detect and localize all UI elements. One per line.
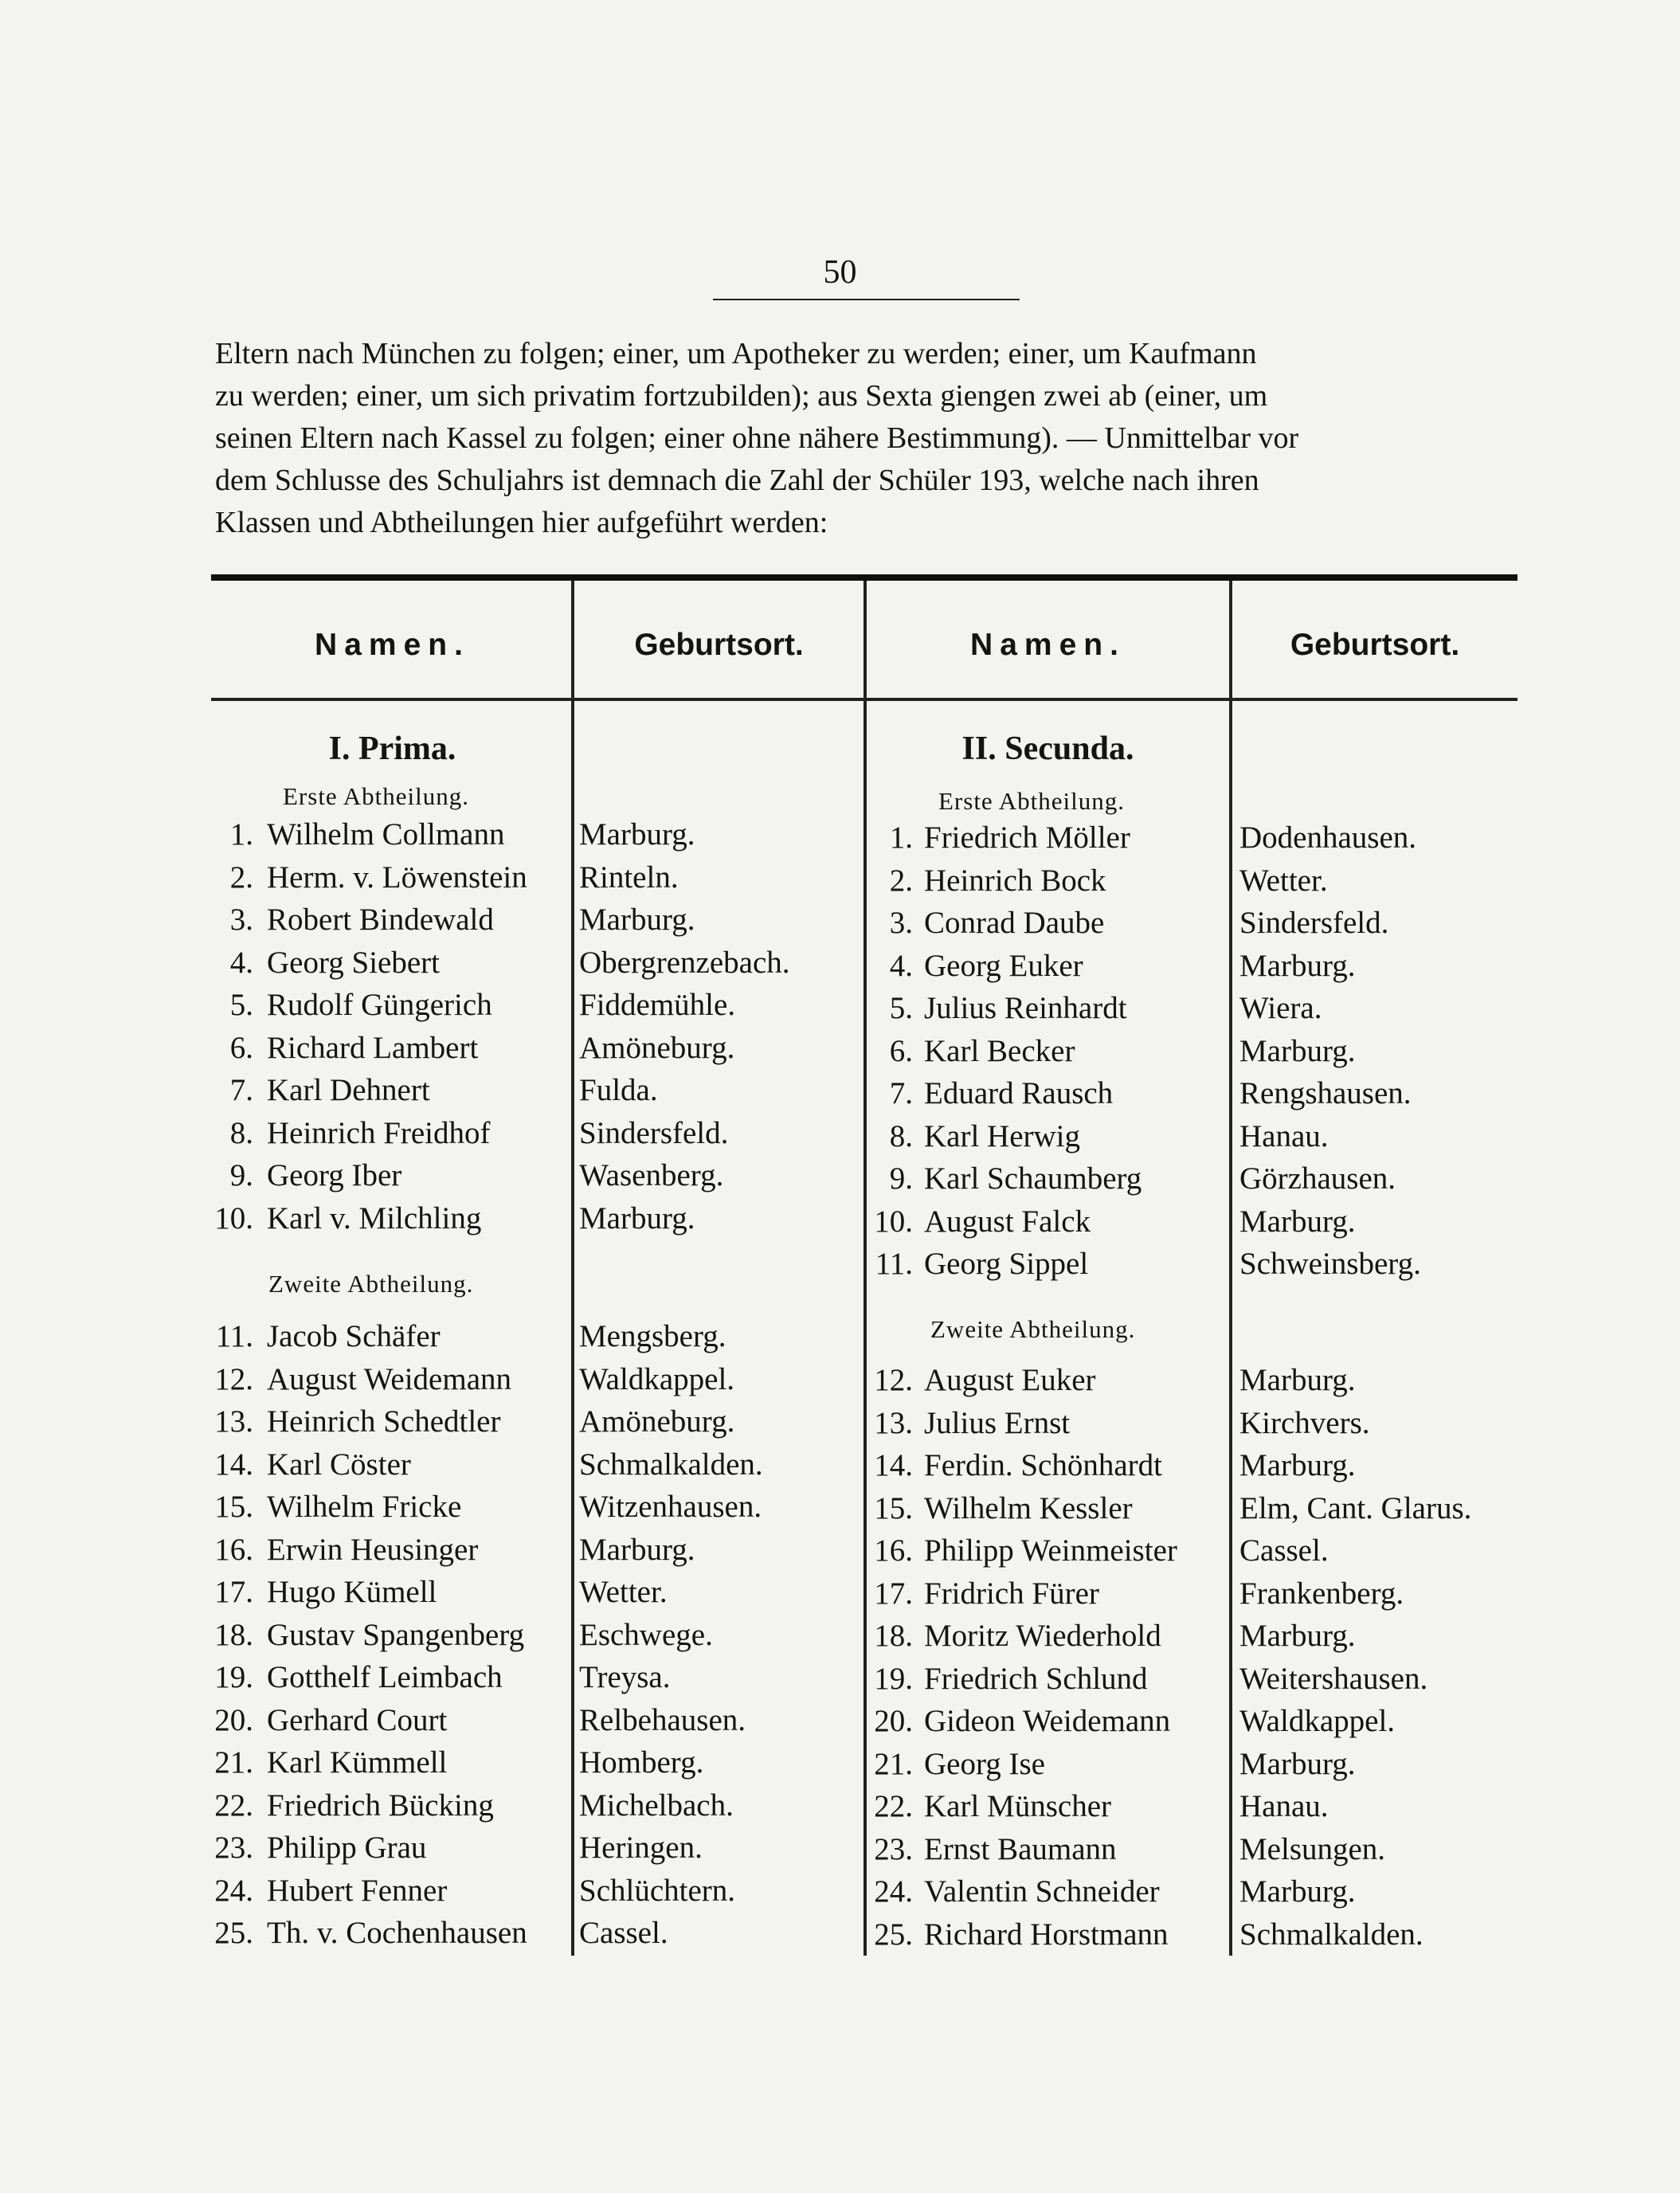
student-name: Friedrich Bücking <box>267 1788 494 1823</box>
student-name: Karl Schaumberg <box>924 1161 1142 1196</box>
student-number: 16. <box>214 1532 253 1567</box>
student-number: 18. <box>214 1617 253 1652</box>
student-birthplace: Marburg. <box>1239 1448 1356 1482</box>
student-birthplace: Witzenhausen. <box>579 1490 762 1524</box>
student-birthplace: Marburg. <box>579 817 695 852</box>
column-divider <box>571 581 574 1956</box>
student-birthplace: Obergrenzebach. <box>579 945 790 980</box>
student-birthplace: Waldkappel. <box>579 1361 735 1396</box>
student-birthplace: Schlüchtern. <box>579 1873 736 1908</box>
student-name: Georg Sippel <box>924 1247 1089 1281</box>
student-name: Hubert Fenner <box>267 1873 448 1908</box>
student-number: 14. <box>214 1447 253 1482</box>
student-name: Georg Siebert <box>267 945 440 980</box>
student-number: 10. <box>214 1200 253 1236</box>
student-number: 5. <box>889 991 913 1025</box>
student-number: 22. <box>214 1788 253 1823</box>
student-name: Robert Bindewald <box>267 903 494 937</box>
student-birthplace: Wasenberg. <box>579 1158 724 1192</box>
intro-line: zu werden; einer, um sich privatim fortzubilden); aus Sexta giengen zwei ab (einer, um <box>215 379 1268 413</box>
student-number: 2. <box>229 860 253 895</box>
student-number: 18. <box>874 1619 913 1653</box>
student-number: 8. <box>889 1118 913 1153</box>
student-name: Georg Ise <box>924 1746 1045 1781</box>
page-number-rule <box>713 299 1020 300</box>
student-number: 15. <box>214 1490 253 1524</box>
student-name: Wilhelm Collmann <box>267 817 505 852</box>
student-number: 21. <box>874 1746 913 1781</box>
student-name: Moritz Wiederhold <box>924 1619 1161 1653</box>
student-birthplace: Fulda. <box>579 1073 658 1107</box>
student-name: Hugo Kümell <box>267 1575 437 1609</box>
student-number: 10. <box>874 1204 913 1239</box>
student-birthplace: Schweinsberg. <box>1239 1247 1421 1281</box>
student-number: 16. <box>874 1533 913 1568</box>
student-birthplace: Wetter. <box>1239 863 1328 898</box>
student-birthplace: Marburg. <box>1239 1033 1356 1068</box>
student-birthplace: Marburg. <box>1239 1204 1356 1239</box>
student-birthplace: Treysa. <box>579 1660 671 1694</box>
intro-line: Klassen und Abtheilungen hier aufgeführt werden: <box>215 506 828 539</box>
student-name: Richard Lambert <box>267 1030 479 1065</box>
student-name: Friedrich Schlund <box>924 1661 1148 1696</box>
student-number: 9. <box>229 1158 253 1192</box>
student-birthplace: Schmalkalden. <box>1239 1917 1423 1952</box>
page-number: 50 <box>823 254 857 291</box>
table-row <box>0 1315 726 1357</box>
student-name: Julius Reinhardt <box>924 991 1127 1025</box>
student-birthplace: Weitershausen. <box>1239 1661 1428 1696</box>
student-birthplace: Marburg. <box>579 1200 695 1236</box>
intro-line: dem Schlusse des Schuljahrs ist demnach die Zahl der Schüler 193, welche nach ihren <box>215 464 1259 497</box>
student-birthplace: Marburg. <box>1239 1619 1356 1653</box>
student-number: 12. <box>214 1361 253 1396</box>
student-birthplace: Eschwege. <box>579 1617 713 1652</box>
student-name: Conrad Daube <box>924 906 1105 940</box>
student-name: Wilhelm Kessler <box>924 1490 1133 1525</box>
student-birthplace: Amöneburg. <box>579 1030 735 1065</box>
student-birthplace: Cassel. <box>579 1916 668 1950</box>
student-birthplace: Hanau. <box>1239 1789 1329 1823</box>
student-number: 24. <box>214 1873 253 1908</box>
student-number: 7. <box>889 1076 913 1110</box>
student-name: Gideon Weidemann <box>924 1704 1171 1738</box>
student-name: Richard Horstmann <box>924 1917 1169 1952</box>
intro-line: seinen Eltern nach Kassel zu folgen; einer ohne nähere Bestimmung). — Unmittelbar vor <box>215 421 1299 455</box>
student-number: 1. <box>229 817 253 852</box>
column-divider <box>863 581 867 1956</box>
student-number: 23. <box>874 1831 913 1866</box>
student-name: Karl Münscher <box>924 1789 1112 1823</box>
student-birthplace: Waldkappel. <box>1239 1704 1396 1738</box>
header-names-left: Namen. <box>315 628 470 662</box>
student-name: Karl Dehnert <box>267 1073 430 1107</box>
student-name: Gustav Spangenberg <box>267 1617 525 1652</box>
student-name: Philipp Grau <box>267 1831 427 1865</box>
student-name: Jacob Schäfer <box>267 1319 441 1353</box>
student-birthplace: Rengshausen. <box>1239 1076 1412 1110</box>
student-name: Karl Becker <box>924 1033 1075 1068</box>
student-birthplace: Schmalkalden. <box>579 1447 763 1482</box>
student-birthplace: Görzhausen. <box>1239 1161 1396 1196</box>
student-name: August Falck <box>924 1204 1091 1239</box>
student-name: August Weidemann <box>267 1361 512 1396</box>
student-birthplace: Amöneburg. <box>579 1404 735 1439</box>
student-name: Philipp Weinmeister <box>924 1533 1177 1568</box>
student-name: Gerhard Court <box>267 1702 448 1737</box>
student-name: August Euker <box>924 1363 1096 1397</box>
student-name: Georg Euker <box>924 948 1083 983</box>
student-name: Julius Ernst <box>924 1405 1071 1440</box>
student-name: Rudolf Güngerich <box>267 988 492 1022</box>
student-name: Karl Herwig <box>924 1118 1081 1153</box>
student-birthplace: Dodenhausen. <box>1239 820 1417 855</box>
student-birthplace: Marburg. <box>579 1532 695 1567</box>
student-birthplace: Frankenberg. <box>1239 1576 1404 1611</box>
student-number: 11. <box>215 1319 253 1353</box>
student-birthplace: Heringen. <box>579 1831 703 1865</box>
section-title-prima: I. Prima. <box>328 730 456 767</box>
secunda-group1-label: Erste Abtheilung. <box>938 787 1125 815</box>
student-number: 23. <box>214 1831 253 1865</box>
student-number: 15. <box>874 1490 913 1525</box>
student-number: 4. <box>229 945 253 980</box>
student-number: 3. <box>889 906 913 940</box>
student-number: 4. <box>889 948 913 983</box>
intro-paragraph <box>215 333 1517 544</box>
student-birthplace: Rinteln. <box>579 860 679 895</box>
student-birthplace: Fiddemühle. <box>579 988 736 1022</box>
student-number: 1. <box>889 820 913 855</box>
student-number: 11. <box>875 1247 913 1281</box>
student-birthplace: Sindersfeld. <box>1239 906 1389 940</box>
student-name: Karl Cöster <box>267 1447 411 1482</box>
student-number: 3. <box>229 903 253 937</box>
student-name: Ernst Baumann <box>924 1831 1117 1866</box>
prima-group2-label: Zweite Abtheilung. <box>268 1270 474 1298</box>
header-birthplace-left: Geburtsort. <box>634 628 804 662</box>
student-birthplace: Marburg. <box>1239 948 1356 983</box>
student-number: 13. <box>874 1405 913 1440</box>
student-number: 22. <box>874 1789 913 1823</box>
student-birthplace: Kirchvers. <box>1239 1405 1370 1440</box>
student-birthplace: Hanau. <box>1239 1118 1329 1153</box>
header-birthplace-right: Geburtsort. <box>1290 628 1460 662</box>
column-divider <box>1229 581 1232 1956</box>
student-number: 12. <box>874 1363 913 1397</box>
student-number: 7. <box>229 1073 253 1107</box>
student-number: 5. <box>229 988 253 1022</box>
student-birthplace: Elm, Cant. Glarus. <box>1239 1490 1472 1525</box>
student-birthplace: Relbehausen. <box>579 1702 746 1737</box>
student-number: 8. <box>229 1115 253 1150</box>
student-birthplace: Cassel. <box>1239 1533 1329 1568</box>
student-name: Karl v. Milchling <box>267 1200 482 1236</box>
prima-group1-label: Erste Abtheilung. <box>283 782 469 810</box>
student-name: Erwin Heusinger <box>267 1532 479 1567</box>
student-number: 13. <box>214 1404 253 1439</box>
student-name: Wilhelm Fricke <box>267 1490 462 1524</box>
student-number: 20. <box>874 1704 913 1738</box>
student-number: 21. <box>214 1745 253 1780</box>
student-birthplace: Marburg. <box>579 903 695 937</box>
student-name: Heinrich Freidhof <box>267 1115 491 1150</box>
student-name: Karl Kümmell <box>267 1745 448 1780</box>
student-number: 2. <box>889 863 913 898</box>
student-birthplace: Melsungen. <box>1239 1831 1386 1866</box>
student-name: Eduard Rausch <box>924 1076 1114 1110</box>
student-name: Heinrich Schedtler <box>267 1404 501 1439</box>
student-birthplace: Michelbach. <box>579 1788 734 1823</box>
student-number: 25. <box>874 1917 913 1952</box>
table-top-rule <box>211 574 1517 581</box>
student-name: Herm. v. Löwenstein <box>267 860 527 895</box>
student-birthplace: Marburg. <box>1239 1363 1356 1397</box>
student-number: 9. <box>889 1161 913 1196</box>
student-number: 17. <box>874 1576 913 1611</box>
student-name: Georg Iber <box>267 1158 402 1192</box>
student-number: 17. <box>214 1575 253 1609</box>
student-number: 6. <box>889 1033 913 1068</box>
student-name: Th. v. Cochenhausen <box>267 1916 527 1950</box>
secunda-group2-label: Zweite Abtheilung. <box>930 1315 1136 1343</box>
student-birthplace: Marburg. <box>1239 1746 1356 1781</box>
student-number: 19. <box>214 1660 253 1694</box>
student-birthplace: Marburg. <box>1239 1874 1356 1909</box>
student-name: Valentin Schneider <box>924 1874 1160 1909</box>
student-birthplace: Mengsberg. <box>579 1319 726 1353</box>
student-number: 25. <box>214 1916 253 1950</box>
student-name: Heinrich Bock <box>924 863 1106 898</box>
student-number: 20. <box>214 1702 253 1737</box>
header-names-right: Namen. <box>970 628 1126 662</box>
student-birthplace: Wetter. <box>579 1575 668 1609</box>
student-birthplace: Homberg. <box>579 1745 704 1780</box>
student-name: Fridrich Fürer <box>924 1576 1099 1611</box>
student-number: 14. <box>874 1448 913 1482</box>
student-birthplace: Sindersfeld. <box>579 1115 729 1150</box>
student-name: Friedrich Möller <box>924 820 1130 855</box>
student-birthplace: Wiera. <box>1239 991 1322 1025</box>
student-name: Gotthelf Leimbach <box>267 1660 503 1694</box>
student-number: 6. <box>229 1030 253 1065</box>
student-number: 24. <box>874 1874 913 1909</box>
intro-line: Eltern nach München zu folgen; einer, um Apotheker zu werden; einer, um Kaufmann <box>215 337 1257 370</box>
section-title-secunda: II. Secunda. <box>961 730 1134 767</box>
student-name: Ferdin. Schönhardt <box>924 1448 1162 1482</box>
student-number: 19. <box>874 1661 913 1696</box>
